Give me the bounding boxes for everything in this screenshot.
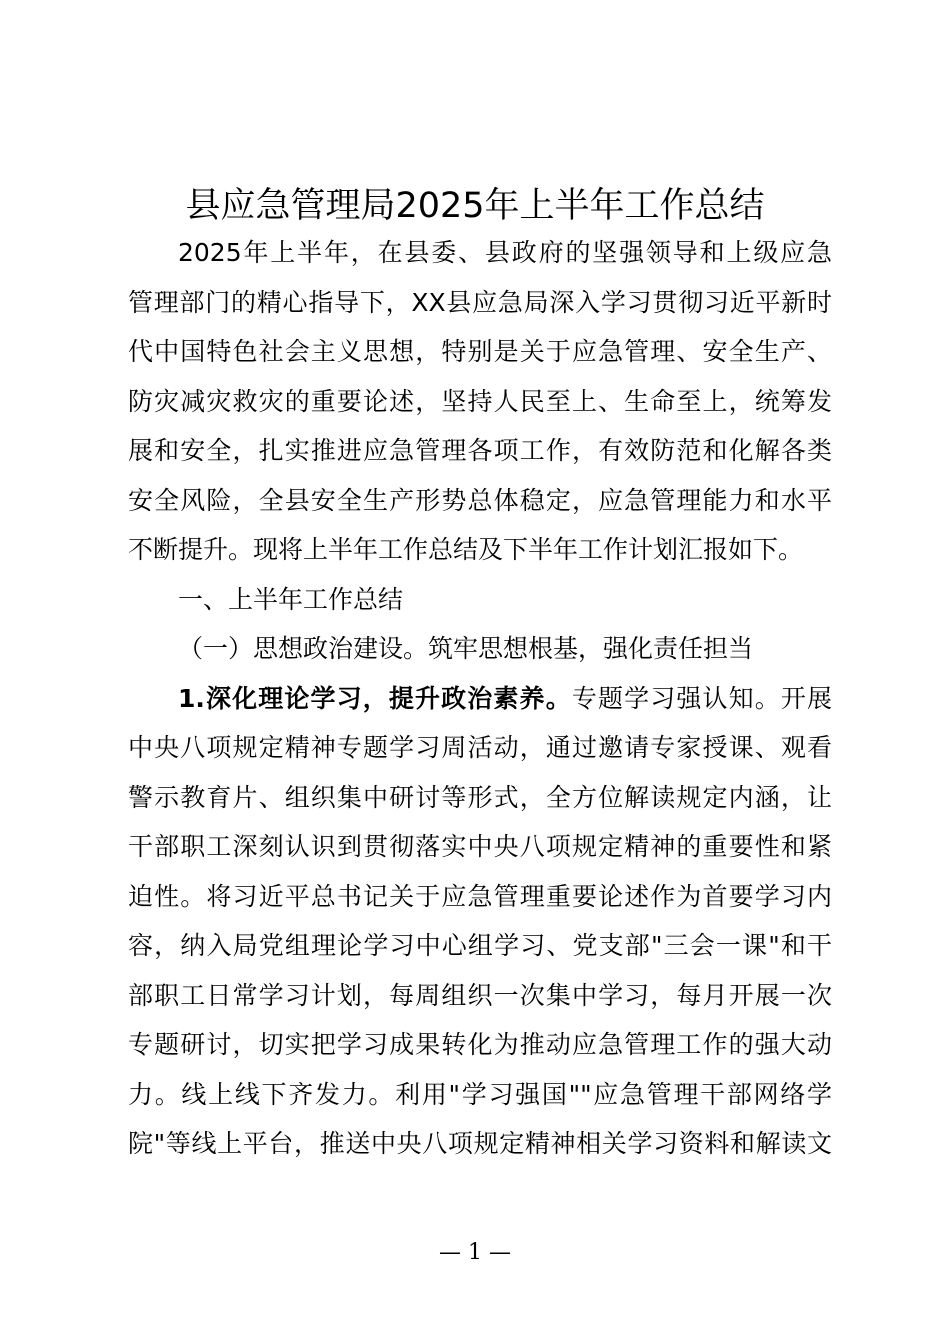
paragraph-line: 专题研讨，切实把学习成果转化为推动应急管理工作的强大动 xyxy=(128,1030,832,1059)
document-title: 县应急管理局2025年上半年工作总结 xyxy=(185,186,765,226)
item-heading: 1.深化理论学习，提升政治素养。 xyxy=(178,683,572,713)
page-number: — 1 — xyxy=(439,1240,511,1265)
paragraph-line: 展和安全，扎实推进应急管理各项工作，有效防范和化解各类 xyxy=(128,436,832,465)
paragraph-line: 防灾减灾救灾的重要论述，坚持人民至上、生命至上，统筹发 xyxy=(128,386,832,416)
paragraph-line: 干部职工深刻认识到贯彻落实中央八项规定精神的重要性和紧 xyxy=(128,832,832,861)
document-body xyxy=(128,228,832,1169)
item-heading-continuation: 专题学习强认知。开展 xyxy=(571,683,832,713)
paragraph-line: 中央八项规定精神专题学习周活动，通过邀请专家授课、观看 xyxy=(128,733,832,762)
subsection-heading: （一）思想政治建设。筑牢思想根基，强化责任担当 xyxy=(178,634,754,663)
paragraph-line: 管理部门的精心指导下，XX县应急局深入学习贯彻习近平新时 xyxy=(128,287,832,317)
paragraph-line: 安全风险，全县安全生产形势总体稳定，应急管理能力和水平 xyxy=(128,485,832,515)
paragraph-line: 部职工日常学习计划，每周组织一次集中学习，每月开展一次 xyxy=(128,980,832,1010)
paragraph-line: 警示教育片、组织集中研讨等形式，全方位解读规定内涵，让 xyxy=(128,782,832,812)
paragraph-line: 力。线上线下齐发力。利用"学习强国""应急管理干部网络学 xyxy=(128,1079,832,1109)
paragraph-line: 代中国特色社会主义思想，特别是关于应急管理、安全生产、 xyxy=(128,337,832,366)
paragraph-line: 容，纳入局党组理论学习中心组学习、党支部"三会一课"和干 xyxy=(128,931,832,960)
paragraph-line: 2025年上半年，在县委、县政府的坚强领导和上级应急 xyxy=(178,238,832,267)
paragraph-line: 院"等线上平台，推送中央八项规定精神相关学习资料和解读文 xyxy=(128,1129,832,1158)
paragraph-line: 不断提升。现将上半年工作总结及下半年工作计划汇报如下。 xyxy=(128,535,804,564)
paragraph-line: 迫性。将习近平总书记关于应急管理重要论述作为首要学习内 xyxy=(128,881,832,911)
section-heading: 一、上半年工作总结 xyxy=(178,584,404,614)
paragraph-line xyxy=(128,674,832,724)
